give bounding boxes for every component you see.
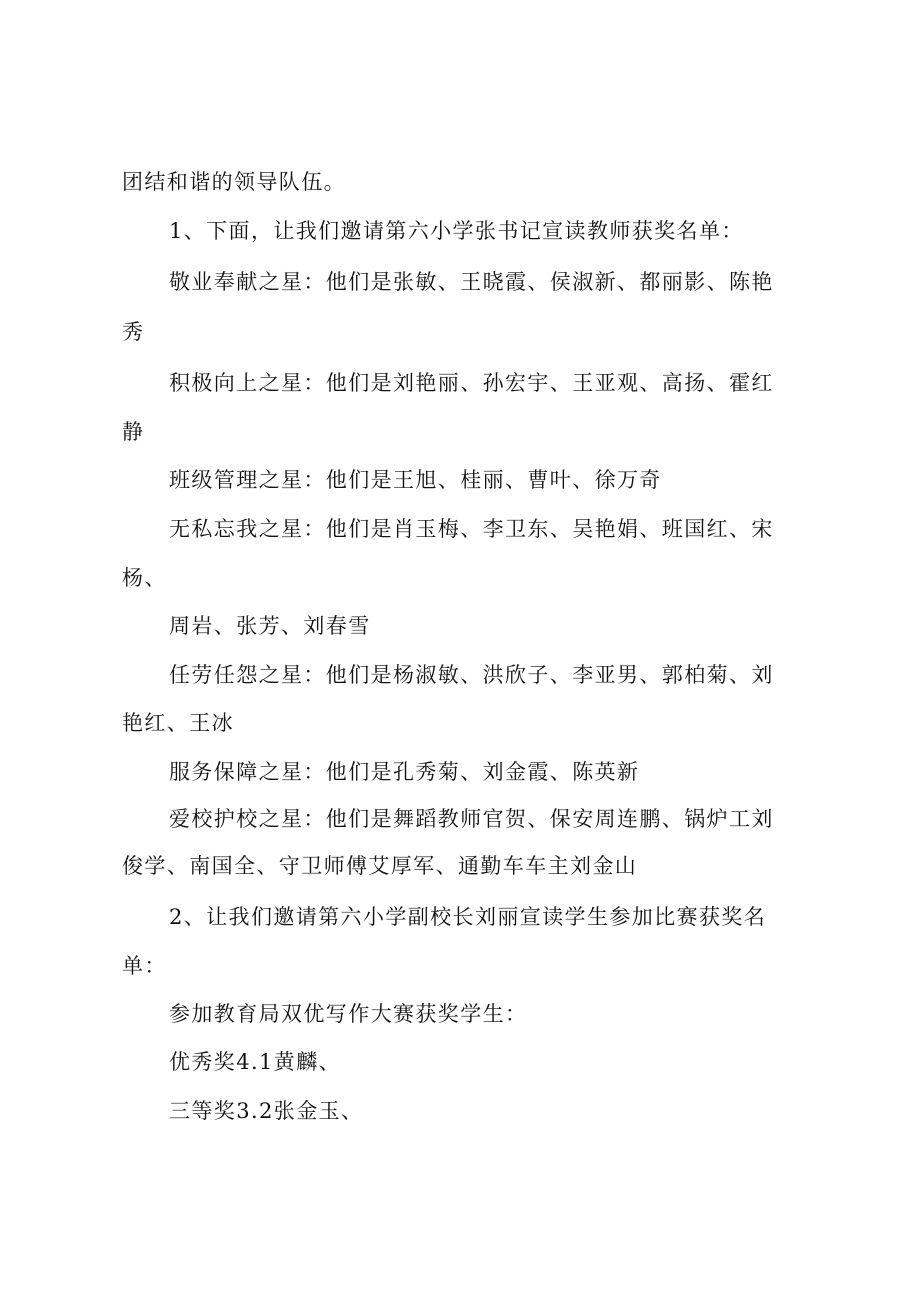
paragraph-line: 俊学、南国全、守卫师傅艾厚军、通勤车车主刘金山 [122,854,638,878]
paragraph-line: 无私忘我之星：他们是肖玉梅、李卫东、吴艳娟、班国红、宋 [169,517,774,541]
paragraph-line: 杨、 [122,566,167,590]
paragraph-line: 三等奖3.2张金玉、 [169,1099,364,1123]
paragraph-line: 班级管理之星：他们是王旭、桂丽、曹叶、徐万奇 [169,468,662,492]
paragraph-line: 爱校护校之星：他们是舞蹈教师官贺、保安周连鹏、锅炉工刘 [169,807,774,831]
paragraph-line: 优秀奖4.1黄麟、 [169,1050,341,1074]
paragraph-line: 参加教育局双优写作大赛获奖学生： [169,1002,528,1026]
paragraph-line: 团结和谐的领导队伍。 [122,170,346,194]
paragraph-line: 服务保障之星：他们是孔秀菊、刘金霞、陈英新 [169,760,640,784]
paragraph-line: 静 [122,420,145,444]
paragraph-line: 敬业奉献之星：他们是张敏、王晓霞、侯淑新、都丽影、陈艳 [169,270,774,294]
paragraph-line: 艳红、王冰 [122,711,234,735]
paragraph-line: 任劳任怨之星：他们是杨淑敏、洪欣子、李亚男、郭柏菊、刘 [169,663,774,687]
paragraph-line: 积极向上之星：他们是刘艳丽、孙宏宇、王亚观、高扬、霍红 [169,371,774,395]
paragraph-line: 秀 [122,320,145,344]
paragraph-line: 周岩、张芳、刘春雪 [169,614,371,638]
paragraph-line: 单： [122,954,167,978]
paragraph-line: 1、下面，让我们邀请第六小学张书记宣读教师获奖名单： [169,219,744,243]
paragraph-line: 2、让我们邀请第六小学副校长刘丽宣读学生参加比赛获奖名 [169,905,767,929]
